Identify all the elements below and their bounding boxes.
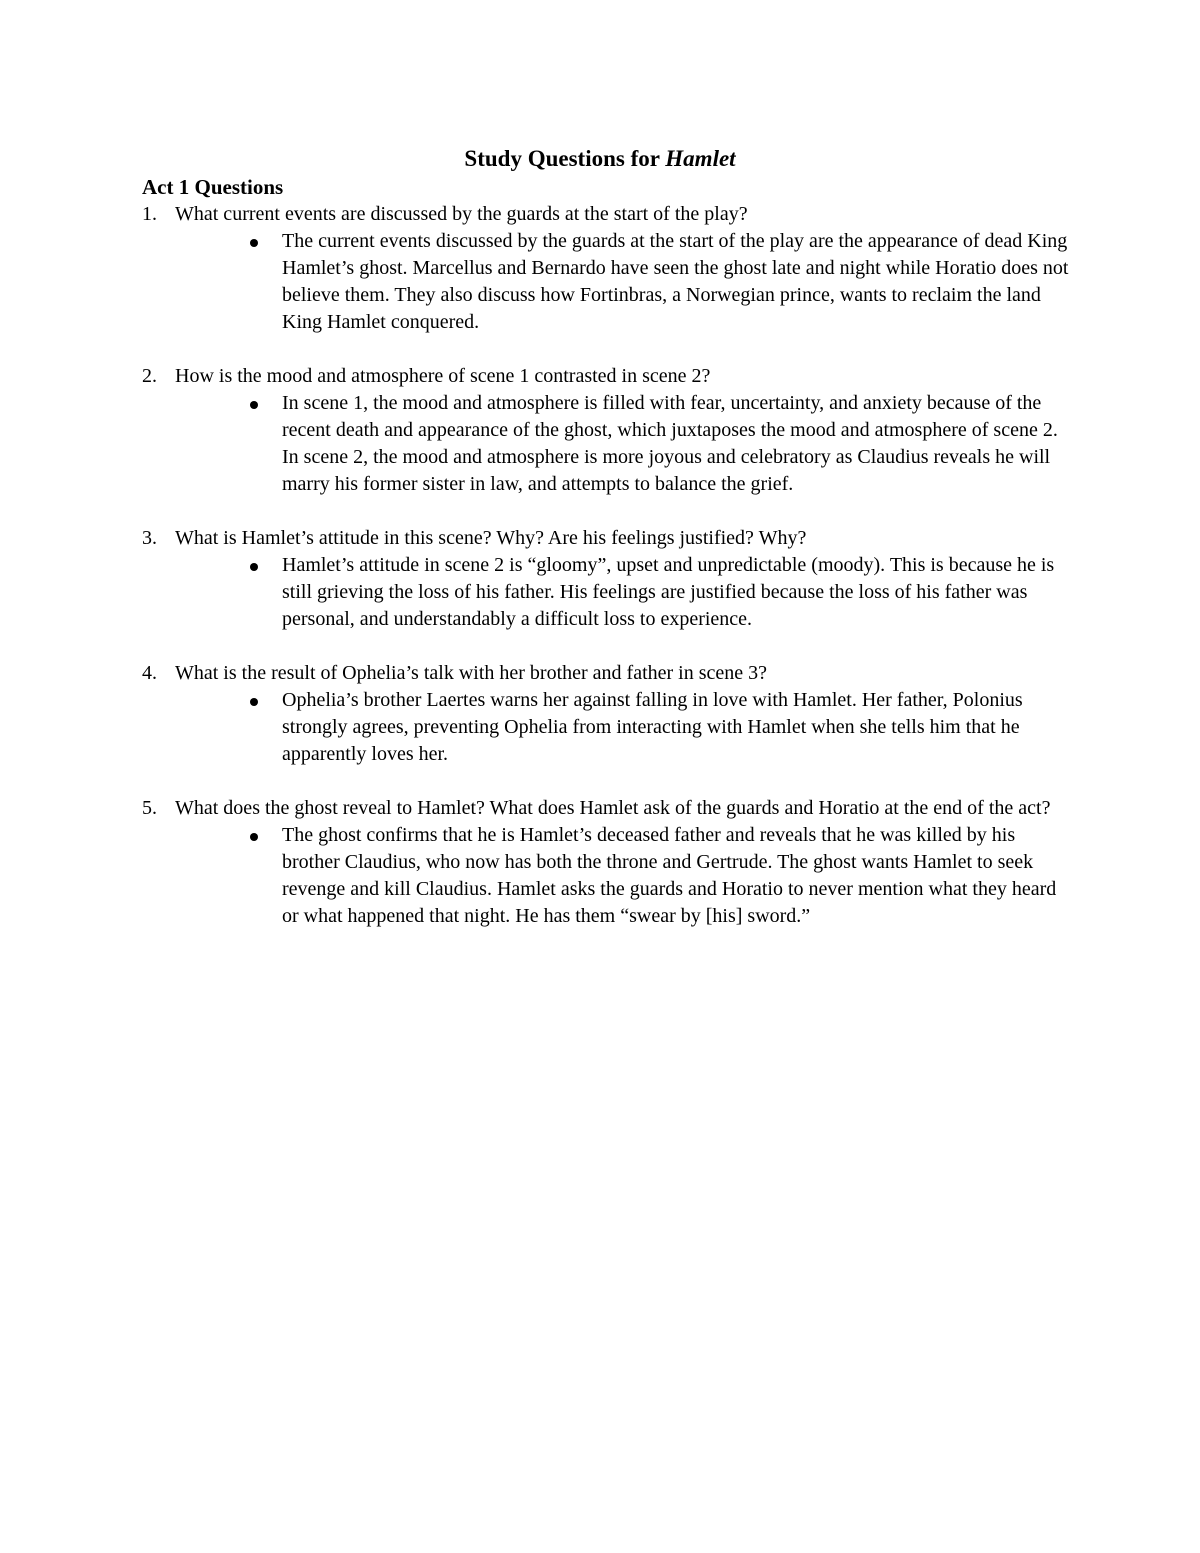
- bullet-icon: [250, 698, 258, 706]
- answer-item: [282, 552, 1072, 633]
- title-play-name: Hamlet: [665, 146, 736, 171]
- question-item: [142, 363, 1072, 498]
- question-text: What does the ghost reveal to Hamlet? What does Hamlet ask of the guards and Horatio at the end of the act?: [175, 797, 1051, 819]
- document-title: [0, 144, 1200, 174]
- answer-item: [282, 228, 1072, 336]
- answer-text: In scene 1, the mood and atmosphere is filled with fear, uncertainty, and anxiety because of the recent death and appearance of the ghost, which juxtaposes the mood and atmosphere of scene 2. In scene 2, the mood and atmosphere is more joyous and celebratory as Claudius reveals he will marry his former sister in law, and attempts to balance the grief.: [282, 392, 1058, 495]
- answer-text: Hamlet’s attitude in scene 2 is “gloomy”, upset and unpredictable (moody). This is because he is still grieving the loss of his father. His feelings are justified because the loss of his father was personal, and understandably a difficult loss to experience.: [282, 554, 1055, 630]
- question-item: [142, 660, 1072, 768]
- answer-item: [282, 822, 1072, 930]
- question-text: How is the mood and atmosphere of scene 1 contrasted in scene 2?: [175, 365, 711, 387]
- question-text: What is Hamlet’s attitude in this scene? Why? Are his feelings justified? Why?: [175, 527, 807, 549]
- question-list: [142, 201, 1072, 957]
- question-number: 4.: [142, 662, 157, 684]
- bullet-icon: [250, 833, 258, 841]
- question-item: [142, 795, 1072, 930]
- question-text: What is the result of Ophelia’s talk with her brother and father in scene 3?: [175, 662, 768, 684]
- bullet-icon: [250, 563, 258, 571]
- bullet-icon: [250, 239, 258, 247]
- answer-text: The current events discussed by the guards at the start of the play are the appearance of dead King Hamlet’s ghost. Marcellus and Bernardo have seen the ghost late and night while Horatio does not believe them. They also discuss how Fortinbras, a Norwegian prince, wants to reclaim the land King Hamlet conquered.: [282, 230, 1069, 333]
- question-number: 5.: [142, 797, 157, 819]
- answer-item: [282, 687, 1072, 768]
- question-number: 3.: [142, 527, 157, 549]
- question-number: 2.: [142, 365, 157, 387]
- section-heading: Act 1 Questions: [142, 175, 284, 199]
- question-text: What current events are discussed by the guards at the start of the play?: [175, 203, 748, 225]
- question-item: [142, 201, 1072, 336]
- answer-text: Ophelia’s brother Laertes warns her against falling in love with Hamlet. Her father, Polonius strongly agrees, preventing Ophelia from interacting with Hamlet when she tells him that he apparently loves her.: [282, 689, 1023, 765]
- bullet-icon: [250, 401, 258, 409]
- title-text: Study Questions for: [464, 146, 666, 171]
- answer-text: The ghost confirms that he is Hamlet’s deceased father and reveals that he was killed by his brother Claudius, who now has both the throne and Gertrude. The ghost wants Hamlet to seek revenge and kill Claudius. Hamlet asks the guards and Horatio to never mention what they heard or what happened that night. He has them “swear by [his] sword.”: [282, 824, 1057, 927]
- question-item: [142, 525, 1072, 633]
- question-number: 1.: [142, 203, 157, 225]
- answer-item: [282, 390, 1072, 498]
